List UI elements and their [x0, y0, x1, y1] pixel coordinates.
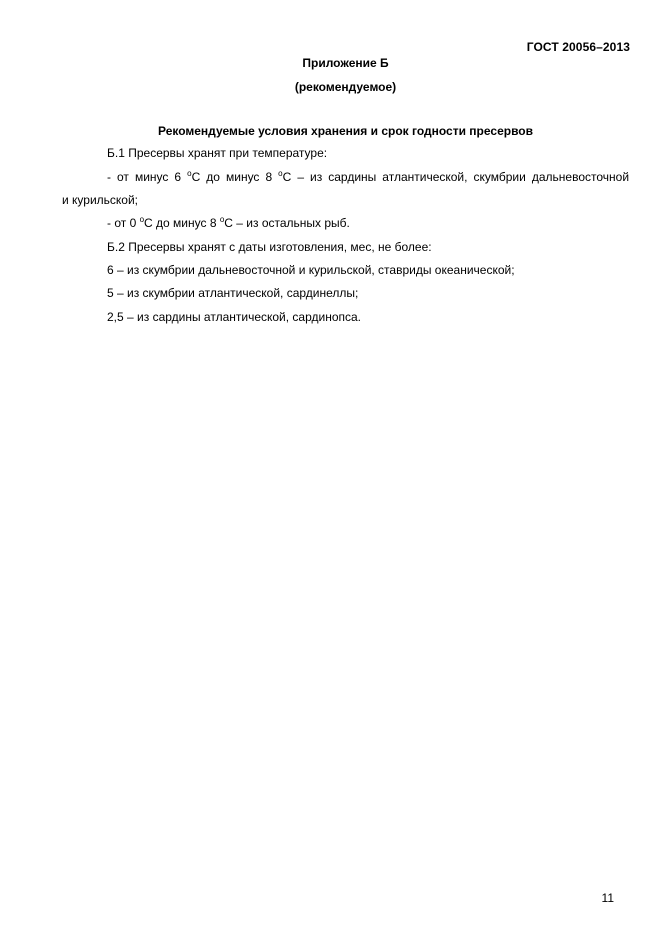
standard-code: ГОСТ 20056–2013: [526, 40, 630, 54]
appendix-subtitle: (рекомендуемое): [294, 80, 397, 94]
paragraph-temp-range-1: [107, 170, 629, 184]
temp-range-2-part-c: С – из остальных рыб.: [224, 216, 350, 230]
paragraph-temp-range-1-continued: и курильской;: [62, 193, 139, 207]
degree-mark: о: [187, 169, 192, 178]
page-number: 11: [601, 891, 614, 905]
paragraph-b1: Б.1 Пресервы хранят при температуре:: [107, 146, 328, 160]
shelf-life-item-5: 5 – из скумбрии атлантической, сардинеллы;: [107, 286, 359, 300]
temp-range-1-part-a: - от минус 6: [107, 170, 188, 184]
degree-mark: о: [278, 169, 283, 178]
paragraph-b2: Б.2 Пресервы хранят с даты изготовления, мес, не более:: [107, 240, 432, 254]
temp-range-1-part-c: С – из сардины атлантической, скумбрии дальневосточной: [282, 170, 630, 184]
shelf-life-item-6: 6 – из скумбрии дальневосточной и курильской, ставриды океанической;: [107, 263, 515, 277]
appendix-title: Приложение Б: [302, 56, 389, 70]
shelf-life-item-2-5: 2,5 – из сардины атлантической, сардинопса.: [107, 310, 362, 324]
degree-mark: о: [219, 215, 225, 224]
temp-range-2-part-a: - от 0: [107, 216, 140, 230]
temp-range-2-part-b: С до минус 8: [144, 216, 220, 230]
section-heading: Рекомендуемые условия хранения и срок годности пресервов: [157, 124, 533, 138]
degree-mark: о: [139, 215, 145, 224]
temp-range-1-part-b: С до минус 8: [191, 170, 279, 184]
paragraph-temp-range-2: [107, 216, 350, 230]
